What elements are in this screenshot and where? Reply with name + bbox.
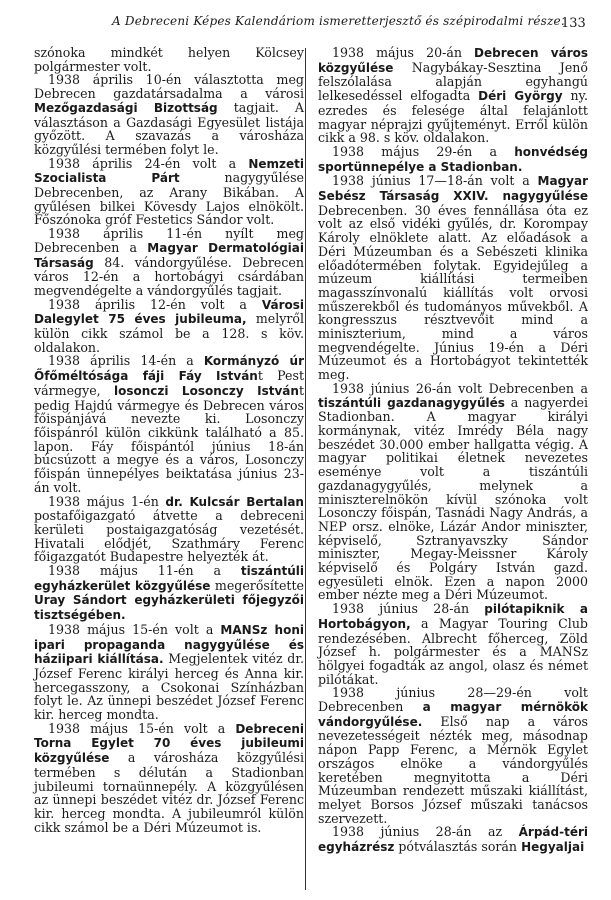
bold-text: Városi Dalegylet 75 éves jubileuma, bbox=[34, 297, 304, 327]
text-run: postafőigazgató átvette a debreceni kerületi postaigazgatóság vezetését. Hivatali elődjét, Szathmáry Ferenc főigazgatót Budapestre helyezték át. bbox=[34, 508, 304, 565]
text-run: 1938 június 28—29-én volt Debrecenben bbox=[318, 685, 588, 715]
paragraph bbox=[318, 825, 588, 854]
text-run: 1938 április 14-én a bbox=[48, 353, 204, 369]
text-run: szónoka mindkét helyen Kölcsey polgármester volt. bbox=[34, 45, 304, 74]
text-run: Első nap a város nevezetességeit nézték meg, másodnap nápon Papp Ferenc, a Mérnök Egylet országos elnöke a vándorgyűlés keretében megnyitotta a Déri Múzeumban rendezett műszaki kiállítást, melyet Borsos József műszaki tanácsos szervezett. bbox=[318, 713, 588, 826]
bold-text: dr. Kulcsár Bertalan bbox=[165, 494, 304, 509]
text-run: 1938 június 26-án volt Debrecenben a bbox=[332, 380, 588, 396]
text-run: 1938 május 20-án bbox=[332, 45, 475, 60]
paragraph bbox=[318, 686, 588, 825]
bold-text: Árpád-téri egyházrész bbox=[318, 825, 588, 855]
bold-text: Mezőgazdasági Bizottság bbox=[34, 100, 218, 115]
paragraph bbox=[34, 354, 304, 494]
text-run: 1938 május 15-én volt a bbox=[48, 720, 236, 736]
right-column bbox=[318, 46, 588, 855]
paragraph bbox=[34, 623, 304, 722]
text-run: 1938 április 24-én volt a bbox=[48, 155, 249, 171]
text-run: a Magyar Touring Club rendezésében. Albrecht főherceg, Zöld József h. polgármester és a MANSz hölgyei fogadták az angol, olasz és német pilótákat. bbox=[318, 615, 588, 687]
text-run: nagygyűlése Debrecenben, az Arany Bikában. A gyűlésen bilkei Kövesdy Lajos elnökölt. Főszónoka gróf Festetics Sándor volt. bbox=[34, 170, 304, 228]
running-header bbox=[0, 0, 611, 40]
bold-text: MANSz honi ipari propaganda nagygyűlése és háziipari kiállítása. bbox=[34, 622, 304, 667]
text-run: 1938 április 11-én nyílt meg Debrecenben a bbox=[34, 226, 304, 255]
bold-text: tiszántúli gazdanagygyűlés bbox=[318, 395, 505, 410]
paragraph bbox=[318, 145, 588, 174]
text-run: 1938 április 10-én választotta meg Debrecen gazdatársadalma a városi bbox=[34, 72, 304, 102]
bold-text: Debrecen város közgyűlése bbox=[318, 46, 588, 75]
bold-text: Uray Sándort egyházkerületi főjegyzői tisztségében. bbox=[34, 593, 304, 623]
bold-text: Magyar Dermatológiai Társaság bbox=[34, 240, 305, 270]
text-run: pótválasztás során bbox=[394, 839, 522, 855]
text-run: 1938 június 28-án az bbox=[332, 824, 519, 840]
bold-text: tiszántúli egyházkerület közgyűlése bbox=[34, 564, 304, 593]
text-run: tagjait. A választáson a Gazdasági Egyesület listája győzött. A szavazás a városháza közgyűlési termében folyt le. bbox=[34, 99, 304, 157]
bold-text: Debreceni Torna Egylet 70 éves jubileumi közgyűlése bbox=[34, 721, 304, 766]
text-run: 1938 május 11-én a bbox=[48, 563, 241, 579]
text-run: Debrecenben. 30 éves fennállása óta ez volt az első vidéki gyűlés, dr. Korompay Károly elnöklete alatt. Az előadások a Déri Múzeumban és a Sebészeti klinika előadótermében folytak. Egyidejűleg a múzeum kiállítási termeiben magasszínvonalú kiállítás volt orvosi műszerekből és tudományos művekből. A kongresszus résztvevőit mind a miniszterium, mind a város megvendégelte. Június 19-én a Déri Múzeumot és a Hortobágyot tekintették meg. bbox=[318, 202, 588, 383]
running-title: A Debreceni Képes Kalendáriom ismeretterjesztő és szépirodalmi része. bbox=[112, 14, 565, 28]
paragraph bbox=[34, 46, 304, 73]
paragraph bbox=[34, 73, 304, 156]
bold-text: Kormányzó úr Őfőméltósága fáji Fáy István bbox=[34, 354, 304, 384]
text-run: 84. vándorgyűlése. Debrecen város 12-én a hortobágyi csárdában megvendégelte a vándorgyűlés tagjait. bbox=[34, 254, 304, 298]
text-run: 1938 június 17—18-án volt a bbox=[332, 173, 538, 189]
text-run: megerősítette bbox=[210, 577, 304, 593]
left-column bbox=[34, 46, 304, 834]
text-run: melyről külön cikk számol be a 128. s köv. oldalakon. bbox=[34, 311, 305, 355]
paragraph bbox=[34, 227, 304, 298]
bold-text: pilótapiknik a Hortobágyon, bbox=[318, 602, 588, 631]
paragraph bbox=[34, 157, 304, 228]
text-run: a nagyerdei Stadionban. A magyar királyi kormánynak, vitéz Imrédy Béla nagy beszédet 30.000 ember hallgatta végig. A magyar politikai életnek nevezetes eseménye volt a tiszántúli gazdanagygyűlés, melynek a miniszterelnökön kívül szónoka volt Losonczy főispán, Tasnádi Nagy András, a NEP orsz. elnöke, Lázár Andor miniszter, képviselő, Sztranyavszky Sándor miniszter, Megay-Meissner Károly képviselő és Polgáry István gazd. egyesületi elnök. Ezen a napon 2000 ember nézte meg a Déri Múzeumot. bbox=[318, 394, 589, 603]
bold-text: Nemzeti Szocialista Párt bbox=[34, 156, 304, 186]
paragraph bbox=[318, 174, 588, 382]
text-run: Nagybákay-Sesztina Jenő felszólalása alapján egyhangú lelkesedéssel elfogadta bbox=[318, 59, 588, 104]
text-run: 1938 május 1-én bbox=[48, 493, 166, 509]
text-run: t pedig Hajdú vármegye és Debrecen város főispánjává nevezte ki. Losonczy főispánról külön cikkünk található a 85. lapon. Fáy főispántól június 18-án búcsúzott a megye és a város, Losonczy főispán ünnepélyes beiktatása június 23-án volt. bbox=[34, 382, 304, 495]
text-run: Megjelentek vitéz dr. József Ferenc királyi herceg és Anna kir. hercegasszony, a Csokonai Színházban folyt le. Az ünnepi beszédet József Ferenc kir. herceg mondta. bbox=[34, 651, 304, 723]
text-run: a városháza közgyűlési termében s délután a Stadionban jubileumi tornaünnepély. A közgyűlésen az ünnepi beszédet vitéz dr. József Ferenc kir. herceg mondta. A jubileumról külön cikk számol be a Déri Múzeumot is. bbox=[34, 750, 304, 835]
text-run: 1938 május 15-én volt a bbox=[48, 621, 221, 637]
text-run: 1938 április 12-én volt a bbox=[48, 296, 262, 312]
text-run: ny. ezredes és felesége által felajánlott magyar néprajzi gyűjteményt. Erről külön cikk a 98. s köv. oldalakon. bbox=[318, 88, 588, 146]
bold-text: Magyar Sebész Társaság XXIV. nagygyűlése bbox=[318, 174, 588, 204]
text-run: 1938 május 29-én a bbox=[332, 143, 515, 159]
paragraph bbox=[318, 46, 588, 145]
paragraph bbox=[318, 382, 588, 602]
paragraph bbox=[34, 564, 304, 623]
bold-text: losonczi Losonczy István bbox=[113, 383, 299, 398]
page-number: 133 bbox=[561, 16, 586, 31]
text-run: 1938 június 28-án bbox=[332, 601, 485, 617]
column-divider bbox=[305, 48, 306, 890]
paragraph bbox=[34, 298, 304, 355]
paragraph bbox=[34, 495, 304, 565]
paragraph bbox=[34, 722, 304, 835]
paragraph bbox=[318, 602, 588, 686]
bold-text: Hegyaljai bbox=[521, 840, 585, 855]
text-run: t Pest vármegye, bbox=[34, 368, 305, 398]
bold-text: Déri György bbox=[478, 89, 563, 104]
bold-text: honvédség sportünnepélye a Stadionban. bbox=[318, 144, 588, 174]
bold-text: a magyar mérnökök vándorgyűlése. bbox=[318, 700, 588, 729]
